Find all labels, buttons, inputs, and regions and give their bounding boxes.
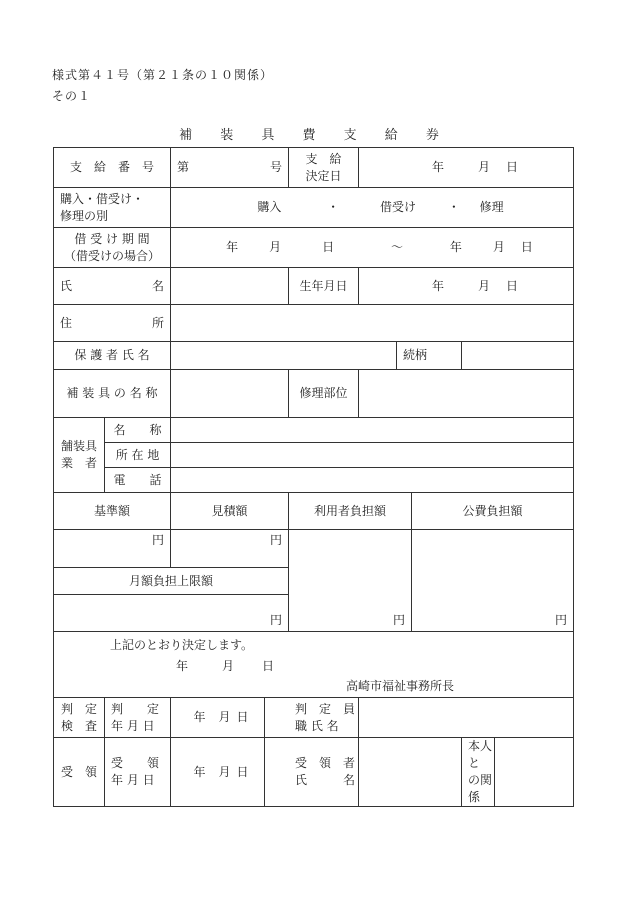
- inspection-label: 判 定 検 査: [54, 698, 105, 738]
- relation-field[interactable]: [462, 342, 574, 370]
- relation-to-user-field[interactable]: [495, 738, 574, 807]
- decision-date: 年 月 日: [176, 659, 275, 673]
- decision-date-field[interactable]: 年 月 日: [359, 148, 574, 188]
- purchase-type-options[interactable]: 購入 ・ 借受け ・ 修理: [171, 188, 574, 228]
- public-burden-field[interactable]: 円: [412, 530, 574, 632]
- dob-label: 生年月日: [289, 268, 359, 305]
- guardian-label: 保 護 者 氏 名: [54, 342, 171, 370]
- receipt-date-label: 受 領 年 月 日: [105, 738, 171, 807]
- estimate-header: 見積額: [171, 493, 289, 530]
- judge-staff-label: 判 定 員 職 氏 名: [265, 698, 359, 738]
- base-amount-field[interactable]: 円: [54, 530, 171, 568]
- receiver-label: 受 領 者 氏 名: [265, 738, 359, 807]
- receipt-date-field[interactable]: 年 月 日: [171, 738, 265, 807]
- base-amount-header: 基準額: [54, 493, 171, 530]
- relation-to-user-label: 本人と の関係: [462, 738, 495, 807]
- vendor-name-label: 名 称: [105, 418, 171, 443]
- form-number: 様式第４１号（第２１条の１０関係）: [52, 68, 274, 82]
- vendor-phone-label: 電 話: [105, 468, 171, 493]
- dob-field[interactable]: 年 月 日: [359, 268, 574, 305]
- receiver-name-field[interactable]: [359, 738, 462, 807]
- public-burden-header: 公費負担額: [412, 493, 574, 530]
- address-label: 住 所: [54, 305, 171, 342]
- decision-date-label: 支 給 決定日: [289, 148, 359, 188]
- judge-date-label: 判 定 年 月 日: [105, 698, 171, 738]
- number-label: 支 給 番 号: [54, 148, 171, 188]
- user-burden-field[interactable]: 円: [289, 530, 412, 632]
- receipt-label: 受 領: [54, 738, 105, 807]
- name-label: 氏 名: [54, 268, 171, 305]
- number-field[interactable]: 第 号: [171, 148, 289, 188]
- device-name-label: 補 装 具 の 名 称: [54, 370, 171, 418]
- judge-staff-field[interactable]: [359, 698, 574, 738]
- device-name-field[interactable]: [171, 370, 289, 418]
- vendor-address-label: 所 在 地: [105, 443, 171, 468]
- judge-date-field[interactable]: 年 月 日: [171, 698, 265, 738]
- name-field[interactable]: [171, 268, 289, 305]
- guardian-field[interactable]: [171, 342, 397, 370]
- monthly-cap-label: 月額負担上限額: [54, 568, 289, 595]
- relation-label: 続柄: [397, 342, 462, 370]
- vendor-name-field[interactable]: [171, 418, 574, 443]
- rental-period-field[interactable]: 年 月 日 〜 年 月 日: [171, 228, 574, 268]
- vendor-label: 舗装具 業 者: [54, 418, 105, 493]
- decision-block: [54, 632, 574, 698]
- estimate-field[interactable]: 円: [171, 530, 289, 568]
- issuer: 高崎市福祉事務所長: [346, 679, 455, 693]
- repair-part-label: 修理部位: [289, 370, 359, 418]
- form-title: 補 装 具 費 支 給 券: [179, 128, 451, 143]
- purchase-type-label: 購入・借受け・ 修理の別: [54, 188, 171, 228]
- vendor-address-field[interactable]: [171, 443, 574, 468]
- sheet-label: その１: [52, 89, 92, 103]
- decision-text: 上記のとおり決定します。: [110, 638, 254, 652]
- voucher-form: [53, 147, 574, 807]
- repair-part-field[interactable]: [359, 370, 574, 418]
- rental-period-label: 借 受 け 期 間 （借受けの場合）: [54, 228, 171, 268]
- address-field[interactable]: [171, 305, 574, 342]
- vendor-phone-field[interactable]: [171, 468, 574, 493]
- user-burden-header: 利用者負担額: [289, 493, 412, 530]
- monthly-cap-field[interactable]: 円: [54, 595, 289, 632]
